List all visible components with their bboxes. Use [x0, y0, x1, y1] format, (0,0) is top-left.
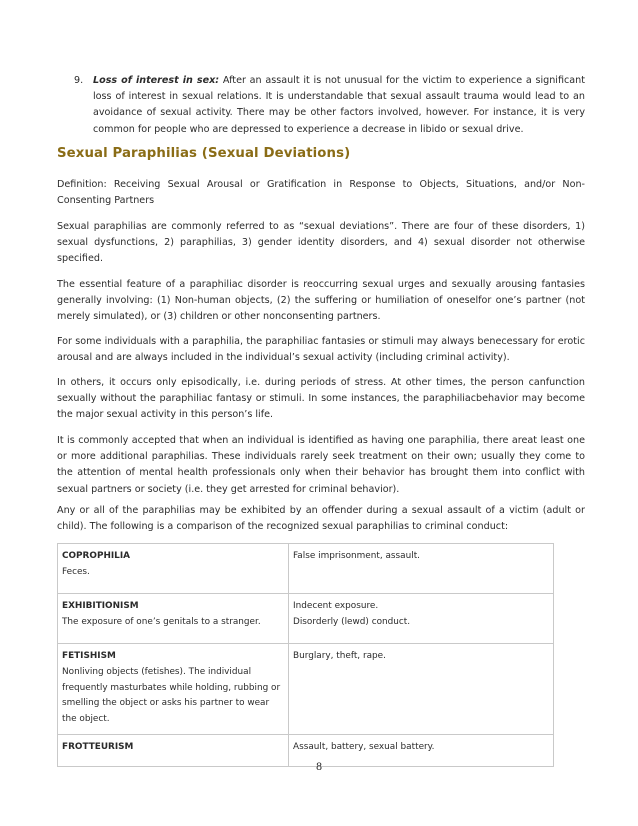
- list-item-label: Loss of interest in sex:: [93, 75, 220, 86]
- table-cell: [289, 594, 554, 644]
- table-cell: [289, 644, 554, 735]
- criminal-conduct: Assault, battery, sexual battery.: [293, 742, 435, 752]
- paragraph: For some individuals with a paraphilia, the paraphiliac fantasies or stimuli may always benecessary for erotic arousal and are always included in the individual’s sexual activity (including criminal activity).: [57, 336, 585, 364]
- table-cell: [58, 594, 289, 644]
- paragraph: In others, it occurs only episodically, i.e. during periods of stress. At other times, the person canfunction sexually without the paraphiliac fantasy or stimuli. In some instances, the paraphiliacbehavior may become the major sexual activity in this person’s life.: [57, 377, 585, 421]
- table-row: [58, 644, 554, 735]
- paraphilia-term: EXHIBITIONISM: [62, 601, 139, 611]
- paragraph: Sexual paraphilias are commonly referred to as “sexual deviations”. There are four of these disorders, 1) sexual dysfunctions, 2) paraphilias, 3) gender identity disorders, and 4) sexual disorder not otherwise specified.: [57, 221, 585, 265]
- list-item-body: [93, 73, 585, 138]
- list-item-text: After an assault it is not unusual for the victim to experience a significant loss of interest in sexual relations. It is understandable that sexual assault trauma would lead to an avoidance of sexual activity. There may be other factors involved, however. For instance, it is very common for people who are depressed to experience a decrease in libido or sexual drive.: [93, 75, 586, 135]
- paraphilia-term: FETISHISM: [62, 651, 116, 661]
- section-heading: Sexual Paraphilias (Sexual Deviations): [57, 146, 351, 161]
- paraphilia-comparison-table: [57, 543, 554, 767]
- table-cell: [289, 544, 554, 594]
- table-row: [58, 544, 554, 594]
- criminal-conduct: Indecent exposure.: [293, 601, 379, 611]
- table-cell: [58, 544, 289, 594]
- paragraph: Any or all of the paraphilias may be exhibited by an offender during a sexual assault of a victim (adult or child). The following is a comparison of the recognized sexual paraphilias to criminal conduct:: [57, 505, 585, 533]
- list-item-9: [74, 73, 585, 138]
- criminal-conduct: False imprisonment, assault.: [293, 551, 421, 561]
- list-number: 9.: [74, 75, 84, 86]
- criminal-conduct: Disorderly (lewd) conduct.: [293, 616, 411, 627]
- criminal-conduct: Burglary, theft, rape.: [293, 651, 386, 661]
- definition-paragraph: Definition: Receiving Sexual Arousal or Gratification in Response to Objects, Situations, and/or Non-Consenting Partners: [57, 179, 585, 207]
- paraphilia-term: FROTTEURISM: [62, 742, 134, 752]
- page-number: 8: [315, 762, 323, 773]
- paraphilia-description: Nonliving objects (fetishes). The individual frequently masturbates while holding, rubbing or smelling the object or asks his partner to wear the object.: [62, 666, 281, 725]
- paragraph: It is commonly accepted that when an individual is identified as having one paraphilia, there areat least one or more additional paraphilias. These individuals rarely seek treatment on their own; usually they come to the attention of mental health professionals only when their behavior has brought them into conflict with sexual partners or society (i.e. they get arrested for criminal behavior).: [57, 435, 585, 495]
- paragraph: The essential feature of a paraphiliac disorder is reoccurring sexual urges and sexually arousing fantasies generally involving: (1) Non-human objects, (2) the suffering or humiliation of oneselfor one’s partner (not merely simulated), or (3) children or other nonconsenting partners.: [57, 279, 585, 323]
- paraphilia-description: Feces.: [62, 566, 90, 577]
- paraphilia-description: The exposure of one’s genitals to a stranger.: [62, 616, 261, 627]
- table-row: [58, 594, 554, 644]
- paraphilia-term: COPROPHILIA: [62, 551, 131, 561]
- table-cell: [58, 644, 289, 735]
